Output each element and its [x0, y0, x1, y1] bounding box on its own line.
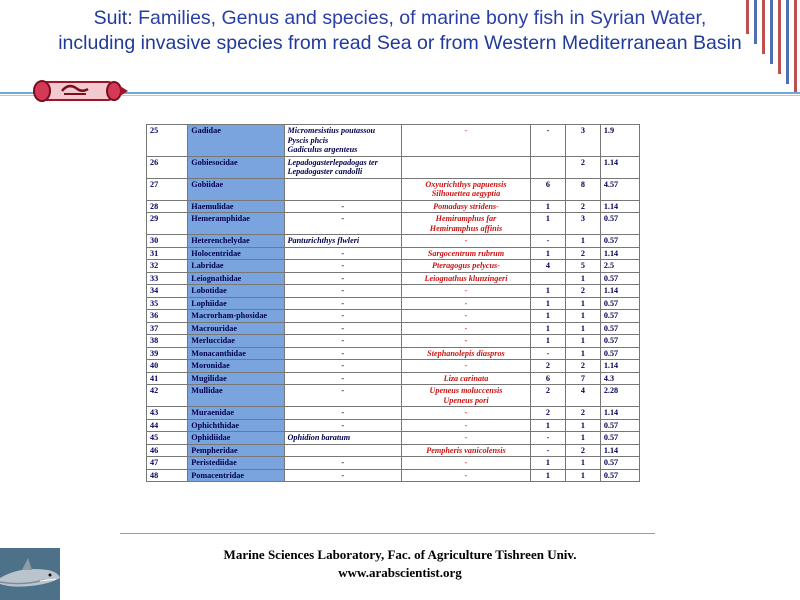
percentage: 0.57 [600, 432, 639, 445]
genus-species-name: - [341, 201, 345, 211]
total-count: 2 [565, 247, 600, 260]
page-title [0, 6, 800, 56]
title-line-1 [0, 6, 800, 31]
invasive-species-name: - [464, 286, 468, 295]
invasive-count: 2 [531, 385, 566, 407]
genus-species-name: - [341, 298, 345, 308]
family-name: Gobiesocidae [188, 156, 284, 178]
total-count: 1 [565, 432, 600, 445]
invasive-count: - [531, 235, 566, 248]
invasive-species-name: - [464, 336, 468, 345]
family-name: Leiognathidae [188, 272, 284, 285]
title-suit-label: Suit: [93, 7, 133, 29]
genus-species-name: Ophidion baratum [287, 433, 351, 442]
row-number: 33 [147, 272, 188, 285]
invasive-species-cell [401, 285, 530, 298]
total-count: 1 [565, 322, 600, 335]
genus-species-name: - [341, 420, 345, 430]
invasive-species-name: - [464, 323, 468, 333]
total-count: 5 [565, 260, 600, 273]
table-row [147, 285, 640, 298]
percentage: 0.57 [600, 347, 639, 360]
invasive-count: - [531, 432, 566, 445]
table-row [147, 247, 640, 260]
row-number: 31 [147, 247, 188, 260]
invasive-count: 1 [531, 457, 566, 470]
genus-species-cell [284, 260, 401, 273]
invasive-count: 1 [531, 419, 566, 432]
invasive-species-cell [401, 247, 530, 260]
row-number: 45 [147, 432, 188, 445]
family-name: Peristediidae [188, 457, 284, 470]
invasive-species-cell [401, 213, 530, 235]
shark-photo [0, 548, 60, 600]
percentage: 1.14 [600, 156, 639, 178]
row-number: 44 [147, 419, 188, 432]
percentage: 1.14 [600, 247, 639, 260]
genus-species-cell [284, 272, 401, 285]
fish-table-body [147, 125, 640, 482]
invasive-species-cell [401, 156, 530, 178]
invasive-species-name: - [464, 408, 468, 417]
genus-species-name: Micromesistius poutassou [287, 126, 376, 135]
invasive-species-name: - [464, 470, 468, 480]
invasive-count: 1 [531, 322, 566, 335]
total-count: 2 [565, 360, 600, 373]
invasive-species-name: - [464, 420, 468, 430]
genus-species-name: - [341, 348, 345, 358]
invasive-species-name: Pempheris vanicolensis [426, 445, 506, 455]
total-count: 1 [565, 419, 600, 432]
family-name: Hemeramphidae [188, 213, 284, 235]
genus-species-cell [284, 347, 401, 360]
family-name: Pomacentridae [188, 469, 284, 482]
genus-species-name: - [341, 336, 345, 345]
percentage: 1.14 [600, 407, 639, 420]
total-count: 2 [565, 407, 600, 420]
fish-families-table [146, 124, 640, 482]
footer-website: www.arabscientist.org [338, 565, 462, 580]
row-number: 37 [147, 322, 188, 335]
row-number: 47 [147, 457, 188, 470]
genus-species-name: - [341, 458, 345, 467]
title-line-1-text: Families, Genus and species, of marine bony fish in Syrian Water, [132, 7, 707, 29]
percentage: 1.14 [600, 444, 639, 457]
decorative-stripes [742, 0, 800, 96]
family-name: Moronidae [188, 360, 284, 373]
scroll-banner-icon [30, 78, 130, 104]
genus-species-name: Gadiculus argenteus [287, 145, 358, 154]
invasive-species-cell [401, 347, 530, 360]
row-number: 36 [147, 310, 188, 323]
total-count: 1 [565, 469, 600, 482]
table-row [147, 372, 640, 385]
total-count: 1 [565, 272, 600, 285]
family-name: Monacanthidae [188, 347, 284, 360]
invasive-count: 1 [531, 200, 566, 213]
table-row [147, 125, 640, 157]
family-name: Gobiidae [188, 178, 284, 200]
total-count: 1 [565, 297, 600, 310]
table-row [147, 322, 640, 335]
row-number: 42 [147, 385, 188, 407]
family-name: Gadidae [188, 125, 284, 157]
invasive-species-name: Pomadasy stridens- [433, 201, 499, 211]
invasive-species-name: Stephanolepis diaspros [427, 348, 505, 358]
row-number: 43 [147, 407, 188, 420]
family-name: Lobotidae [188, 285, 284, 298]
row-number: 41 [147, 372, 188, 385]
total-count: 2 [565, 156, 600, 178]
genus-species-cell [284, 385, 401, 407]
genus-species-cell [284, 469, 401, 482]
table-row [147, 178, 640, 200]
row-number: 38 [147, 335, 188, 348]
total-count: 2 [565, 285, 600, 298]
invasive-count: 1 [531, 310, 566, 323]
invasive-species-cell [401, 407, 530, 420]
family-name: Merluccidae [188, 335, 284, 348]
invasive-species-cell [401, 310, 530, 323]
invasive-species-cell [401, 322, 530, 335]
genus-species-cell [284, 444, 401, 457]
genus-species-name: - [341, 261, 345, 270]
invasive-species-cell [401, 125, 530, 157]
genus-species-cell [284, 432, 401, 445]
family-name: Mullidae [188, 385, 284, 407]
invasive-count: 1 [531, 213, 566, 235]
invasive-species-name: - [464, 433, 468, 442]
genus-species-cell [284, 125, 401, 157]
invasive-species-name: - [464, 126, 468, 135]
total-count: 2 [565, 200, 600, 213]
genus-species-cell [284, 372, 401, 385]
invasive-count [531, 156, 566, 178]
invasive-species-name: Oxyurichthys papuensis [425, 179, 507, 189]
row-number: 39 [147, 347, 188, 360]
invasive-species-name: Leiognathus klunzingeri [424, 273, 508, 283]
percentage: 1.14 [600, 360, 639, 373]
percentage: 1.14 [600, 200, 639, 213]
invasive-count: 6 [531, 372, 566, 385]
invasive-species-cell [401, 235, 530, 248]
family-name: Lophiidae [188, 297, 284, 310]
percentage: 0.57 [600, 457, 639, 470]
invasive-species-cell [401, 297, 530, 310]
percentage: 0.57 [600, 297, 639, 310]
genus-species-name: Panturichthys flwleri [287, 236, 360, 245]
invasive-species-cell [401, 385, 530, 407]
genus-species-cell [284, 457, 401, 470]
invasive-species-cell [401, 457, 530, 470]
total-count: 4 [565, 385, 600, 407]
genus-species-name: - [341, 214, 345, 223]
invasive-count: - [531, 444, 566, 457]
total-count: 1 [565, 347, 600, 360]
table-row [147, 444, 640, 457]
percentage: 0.57 [600, 310, 639, 323]
genus-species-cell [284, 178, 401, 200]
percentage: 1.14 [600, 285, 639, 298]
genus-species-name: - [341, 373, 345, 383]
invasive-count: - [531, 347, 566, 360]
invasive-count: 2 [531, 407, 566, 420]
total-count: 2 [565, 444, 600, 457]
genus-species-cell [284, 335, 401, 348]
invasive-species-cell [401, 200, 530, 213]
row-number: 46 [147, 444, 188, 457]
genus-species-cell [284, 156, 401, 178]
genus-species-cell [284, 285, 401, 298]
invasive-count: 1 [531, 297, 566, 310]
row-number: 26 [147, 156, 188, 178]
invasive-species-cell [401, 360, 530, 373]
invasive-species-cell [401, 432, 530, 445]
invasive-species-name: - [464, 236, 468, 245]
total-count: 1 [565, 310, 600, 323]
genus-species-name: Lepadogasterlepadogas ter Lepadogaster candolli [287, 157, 378, 176]
family-name: Pempheridae [188, 444, 284, 457]
family-name: Muraenidae [188, 407, 284, 420]
row-number: 25 [147, 125, 188, 157]
footer-rule [120, 533, 655, 534]
table-row [147, 213, 640, 235]
family-name: Heterenchelydae [188, 235, 284, 248]
table-row [147, 385, 640, 407]
percentage: 1.9 [600, 125, 639, 157]
table-row [147, 272, 640, 285]
invasive-species-cell [401, 419, 530, 432]
percentage: 0.57 [600, 469, 639, 482]
genus-species-name: - [341, 273, 345, 283]
invasive-count: 4 [531, 260, 566, 273]
row-number: 34 [147, 285, 188, 298]
family-name: Haemulidae [188, 200, 284, 213]
row-number: 48 [147, 469, 188, 482]
total-count: 7 [565, 372, 600, 385]
family-name: Ophidiidae [188, 432, 284, 445]
percentage: 2.5 [600, 260, 639, 273]
invasive-species-cell [401, 178, 530, 200]
total-count: 1 [565, 335, 600, 348]
invasive-species-cell [401, 335, 530, 348]
invasive-species-name: Hemiramphus far [435, 214, 497, 223]
family-name: Holocentridae [188, 247, 284, 260]
genus-species-name: - [341, 408, 345, 417]
percentage: 0.57 [600, 419, 639, 432]
footer-lab-name: Marine Sciences Laboratory, Fac. of Agriculture Tishreen Univ. [223, 547, 577, 562]
family-name: Labridae [188, 260, 284, 273]
invasive-species-name: - [464, 458, 468, 467]
percentage: 0.57 [600, 335, 639, 348]
invasive-count: 1 [531, 469, 566, 482]
table-row [147, 360, 640, 373]
row-number: 30 [147, 235, 188, 248]
invasive-count [531, 272, 566, 285]
genus-species-name: - [341, 248, 345, 258]
genus-species-name: - [341, 470, 345, 480]
row-number: 40 [147, 360, 188, 373]
total-count: 1 [565, 457, 600, 470]
invasive-species-cell [401, 272, 530, 285]
invasive-species-name: Upeneus moluccensis [429, 386, 503, 395]
table-row [147, 347, 640, 360]
percentage: 2.28 [600, 385, 639, 407]
total-count: 3 [565, 125, 600, 157]
invasive-species-name: Liza carinata [443, 373, 489, 383]
percentage: 4.3 [600, 372, 639, 385]
invasive-species-cell [401, 469, 530, 482]
invasive-species-name: - [464, 311, 468, 320]
invasive-count: 2 [531, 360, 566, 373]
invasive-count: 1 [531, 335, 566, 348]
total-count: 3 [565, 213, 600, 235]
table-row [147, 235, 640, 248]
genus-species-cell [284, 322, 401, 335]
table-row [147, 310, 640, 323]
table-row [147, 432, 640, 445]
row-number: 32 [147, 260, 188, 273]
invasive-species-name: Upeneus pori [443, 395, 489, 405]
genus-species-name: - [341, 386, 345, 395]
genus-species-cell [284, 419, 401, 432]
row-number: 28 [147, 200, 188, 213]
total-count: 8 [565, 178, 600, 200]
genus-species-name: Pyscis phcis [287, 135, 329, 145]
family-name: Ophichthidae [188, 419, 284, 432]
family-name: Mugilidae [188, 372, 284, 385]
genus-species-cell [284, 310, 401, 323]
table-row [147, 419, 640, 432]
invasive-species-name: Hemiramphus affinis [429, 223, 503, 233]
title-line-2: including invasive species from read Sea or from Western Mediterranean Basin [58, 32, 742, 54]
invasive-species-cell [401, 444, 530, 457]
footer [100, 546, 700, 582]
percentage: 0.57 [600, 235, 639, 248]
table-row [147, 200, 640, 213]
genus-species-name: - [341, 311, 345, 320]
table-row [147, 156, 640, 178]
table-row [147, 335, 640, 348]
genus-species-name: - [341, 323, 345, 333]
invasive-count: 6 [531, 178, 566, 200]
genus-species-cell [284, 200, 401, 213]
invasive-count: 1 [531, 285, 566, 298]
invasive-count: 1 [531, 247, 566, 260]
row-number: 35 [147, 297, 188, 310]
family-name: Macrorham-phosidae [188, 310, 284, 323]
invasive-species-cell [401, 260, 530, 273]
genus-species-name: - [341, 286, 345, 295]
genus-species-cell [284, 297, 401, 310]
invasive-species-name: Silhouettea aegyptia [431, 189, 501, 198]
table-row [147, 457, 640, 470]
table-row [147, 297, 640, 310]
table-row [147, 260, 640, 273]
genus-species-cell [284, 213, 401, 235]
total-count: 1 [565, 235, 600, 248]
row-number: 29 [147, 213, 188, 235]
table-row [147, 407, 640, 420]
percentage: 0.57 [600, 213, 639, 235]
invasive-species-name: Sargocentrum rubrum [427, 248, 505, 258]
genus-species-cell [284, 407, 401, 420]
percentage: 0.57 [600, 322, 639, 335]
percentage: 0.57 [600, 272, 639, 285]
percentage: 4.57 [600, 178, 639, 200]
family-name: Macrouridae [188, 322, 284, 335]
table-row [147, 469, 640, 482]
genus-species-name: - [341, 361, 345, 370]
genus-species-cell [284, 360, 401, 373]
invasive-count: - [531, 125, 566, 157]
invasive-species-cell [401, 372, 530, 385]
invasive-species-name: - [464, 361, 468, 370]
row-number: 27 [147, 178, 188, 200]
invasive-species-name: - [464, 298, 468, 308]
invasive-species-name: Pteragogus pelycus- [431, 261, 500, 270]
genus-species-cell [284, 235, 401, 248]
genus-species-cell [284, 247, 401, 260]
